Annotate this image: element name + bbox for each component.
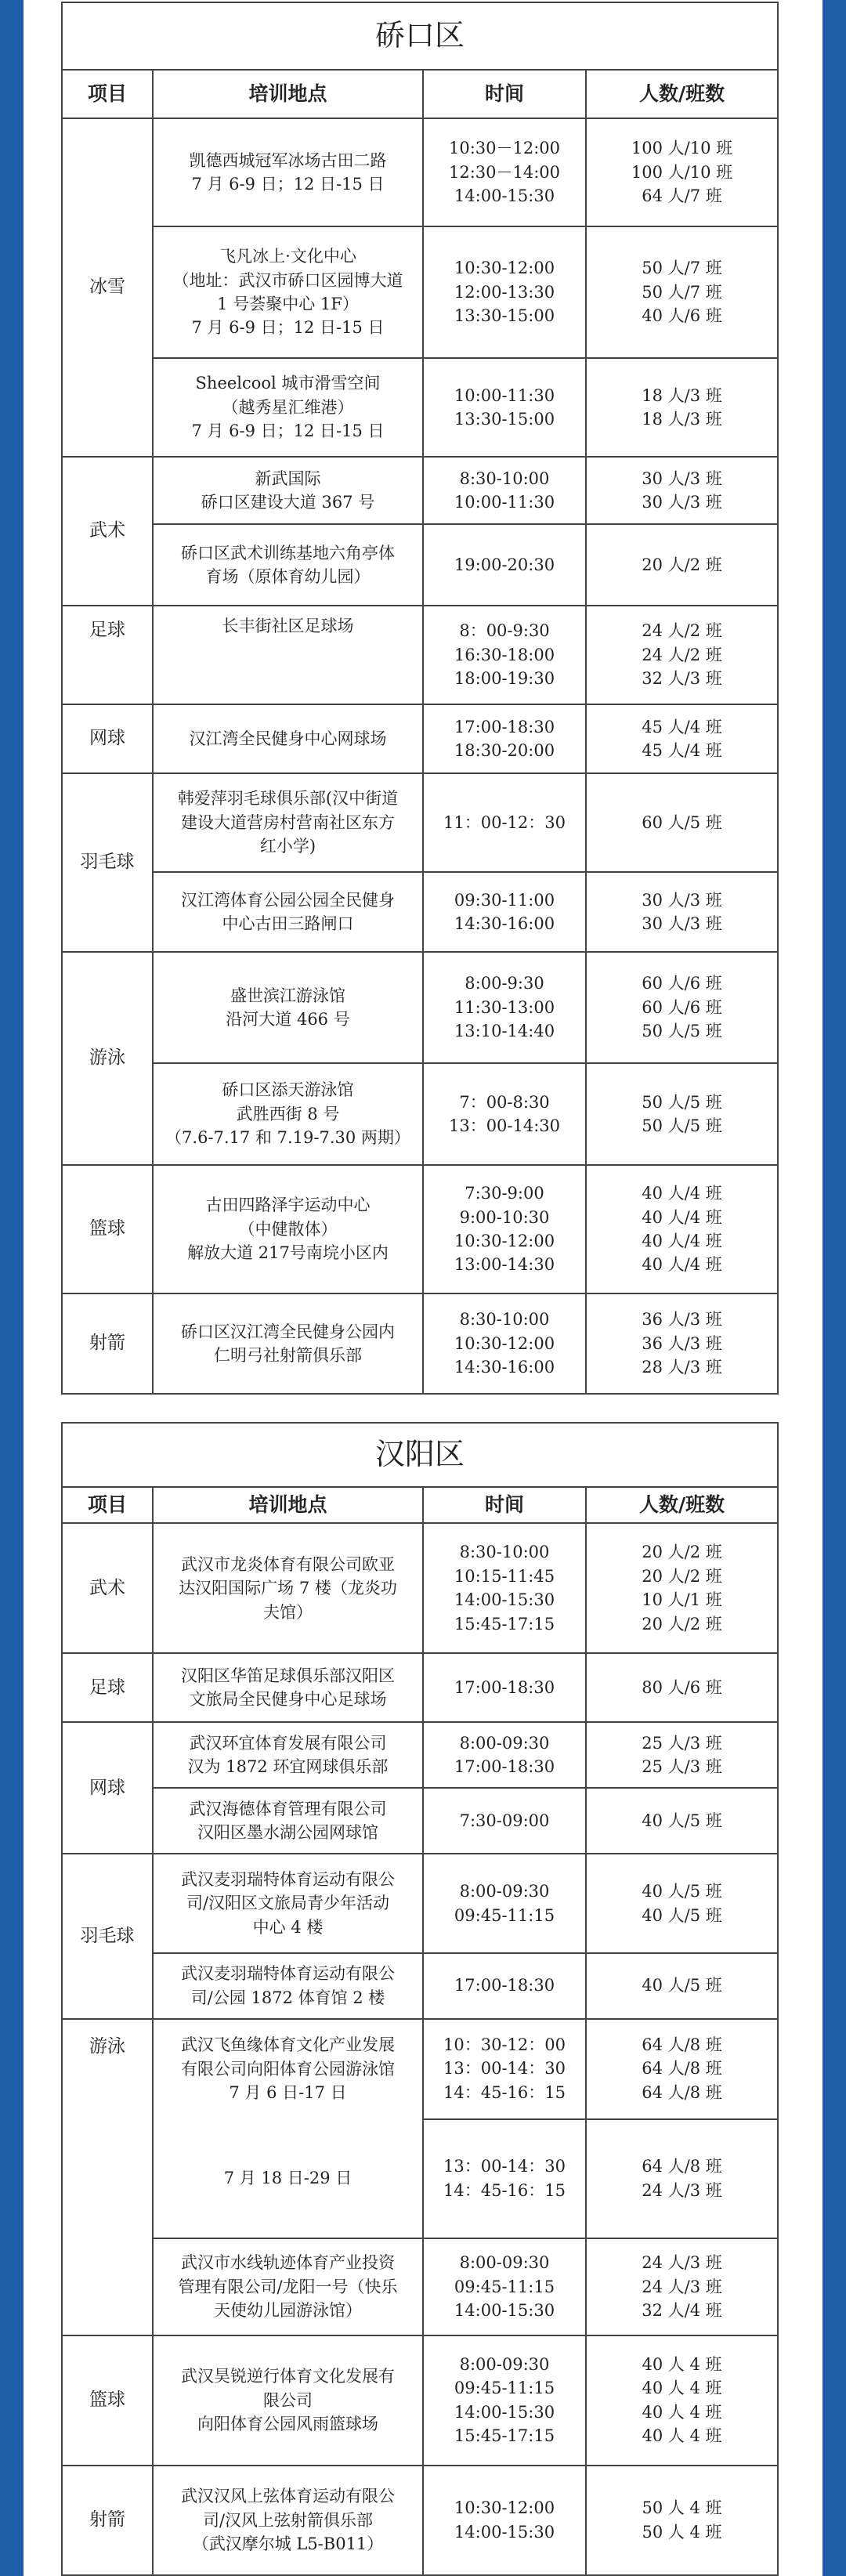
category-cell: 篮球 — [62, 1165, 153, 1293]
count-cell — [586, 118, 778, 226]
count-value: 40 人/5 班 — [642, 1882, 722, 1901]
count-cell — [586, 2335, 778, 2466]
count-value: 32 人/3 班 — [642, 669, 722, 689]
time-cell — [423, 1722, 586, 1788]
table-row — [62, 2238, 778, 2335]
count-cell — [586, 1063, 778, 1165]
place-line: 硚口区建设大道 367 号 — [201, 493, 375, 512]
time-slot: 18:30-20:00 — [454, 741, 555, 760]
place-line: 7 月 6-9 日；12 日-15 日 — [191, 421, 385, 441]
header-count: 人数/班数 — [586, 70, 778, 118]
count-value: 40 人/4 班 — [642, 1232, 722, 1250]
place-line: 武胜西街 8 号 — [236, 1104, 340, 1123]
time-cell — [423, 1788, 586, 1854]
place-cell — [153, 2119, 423, 2238]
count-value: 50 人 4 班 — [642, 2498, 722, 2518]
time-slot: 9:00-10:30 — [459, 1207, 550, 1227]
time-slot: 14:00-15:30 — [454, 186, 555, 206]
table-row — [62, 606, 778, 704]
time-cell — [423, 118, 586, 226]
category-cell: 羽毛球 — [62, 1854, 153, 2018]
time-slot: 13:30-15:00 — [454, 410, 555, 429]
time-cell — [423, 226, 586, 358]
count-value: 45 人/4 班 — [642, 717, 722, 736]
time-slot: 10:30-12:00 — [454, 2498, 555, 2518]
table-row — [62, 457, 778, 524]
count-cell — [586, 606, 778, 704]
count-cell — [586, 1722, 778, 1788]
hanyang-table — [61, 1422, 779, 2576]
header-item: 项目 — [62, 1487, 153, 1523]
place-cell — [153, 358, 423, 457]
count-value: 40 人/4 班 — [642, 1255, 722, 1275]
count-cell — [586, 226, 778, 358]
table-row — [62, 226, 778, 358]
count-value: 50 人/7 班 — [642, 259, 722, 278]
place-line: 7 月 6 日-17 日 — [229, 2083, 347, 2103]
header-time: 时间 — [423, 1487, 586, 1523]
place-line: 达汉阳国际广场 7 楼（龙炎功 — [179, 1579, 397, 1598]
place-cell — [153, 226, 423, 358]
count-value: 30 人/3 班 — [642, 890, 722, 910]
place-cell — [153, 1854, 423, 1952]
count-value: 32 人/4 班 — [642, 2300, 722, 2320]
count-cell — [586, 1653, 778, 1722]
count-value: 50 人/5 班 — [642, 1092, 722, 1112]
place-line: 韩爱萍羽毛球俱乐部(汉中街道 — [177, 789, 399, 809]
time-slot: 8:30-10:00 — [459, 1543, 550, 1562]
count-cell — [586, 457, 778, 524]
time-slot: 13：00-14：30 — [443, 2059, 566, 2079]
count-value: 60 人/6 班 — [642, 997, 722, 1017]
time-slot: 14:00-15:30 — [454, 1590, 555, 1610]
table-row — [62, 872, 778, 952]
place-cell — [153, 524, 423, 606]
count-value: 25 人/3 班 — [642, 1733, 722, 1753]
count-cell — [586, 1523, 778, 1653]
time-cell — [423, 1653, 586, 1722]
count-value: 30 人/3 班 — [642, 493, 722, 512]
place-cell — [153, 1165, 423, 1293]
count-value: 40 人 4 班 — [642, 2426, 722, 2446]
category-cell: 网球 — [62, 704, 153, 773]
count-cell — [586, 1953, 778, 2019]
category-cell: 篮球 — [62, 2335, 153, 2466]
time-cell — [423, 1953, 586, 2019]
count-value: 24 人/2 班 — [642, 621, 722, 641]
time-slot: 19:00-20:30 — [454, 555, 555, 574]
count-value: 10 人/1 班 — [642, 1590, 722, 1610]
place-line: （地址：武汉市硚口区园博大道 — [172, 270, 403, 290]
hanyang-header-row — [62, 1487, 778, 1523]
place-line: 有限公司向阳体育公园游泳馆 — [181, 2059, 395, 2079]
time-slot: 14:00-15:30 — [454, 2300, 555, 2320]
time-slot: 10:30－12:00 — [448, 139, 561, 158]
count-value: 24 人/3 班 — [642, 2180, 722, 2200]
time-slot: 7：00-8:30 — [459, 1092, 550, 1112]
time-slot: 14:00-15:30 — [454, 2402, 555, 2422]
table-row — [62, 2335, 778, 2466]
time-slot: 09:45-11:15 — [454, 2379, 555, 2398]
category-cell: 射箭 — [62, 2466, 153, 2575]
header-item: 项目 — [62, 70, 153, 118]
place-line: 建设大道营房村营南社区东方 — [181, 812, 395, 832]
time-cell — [423, 606, 586, 704]
time-slot: 13:30-15:00 — [454, 306, 555, 326]
count-value: 25 人/3 班 — [642, 1757, 722, 1777]
category-cell: 冰雪 — [62, 118, 153, 457]
time-slot: 7:30-9:00 — [465, 1184, 544, 1203]
place-line: 管理有限公司/龙阳一号（快乐 — [178, 2277, 398, 2296]
place-cell — [153, 2238, 423, 2335]
category-cell: 足球 — [62, 606, 153, 704]
count-value: 50 人/7 班 — [642, 282, 722, 302]
place-line: 硚口区添天游泳馆 — [222, 1080, 354, 1100]
place-cell — [153, 2466, 423, 2575]
place-line: 向阳体育公园风雨篮球场 — [197, 2415, 378, 2433]
time-slot: 09:45-11:15 — [454, 2277, 555, 2296]
count-value: 36 人/3 班 — [642, 1310, 722, 1330]
category-cell: 武术 — [62, 457, 153, 606]
count-value: 28 人/3 班 — [642, 1358, 722, 1377]
count-value: 64 人/8 班 — [642, 2082, 722, 2102]
count-cell — [586, 1854, 778, 1952]
place-line: 武汉飞鱼缘体育文化产业发展 — [181, 2035, 395, 2055]
place-line: 司/汉风上弦射箭俱乐部 — [202, 2510, 374, 2530]
count-value: 40 人/4 班 — [642, 1207, 722, 1227]
count-value: 50 人/5 班 — [642, 1022, 722, 1041]
place-cell — [153, 1722, 423, 1788]
place-cell — [153, 2335, 423, 2466]
qiaokou-header-row — [62, 70, 778, 118]
table-row — [62, 1953, 778, 2019]
time-cell — [423, 2238, 586, 2335]
count-value: 24 人/3 班 — [642, 2277, 722, 2296]
time-slot: 14:30-16:00 — [454, 1358, 555, 1377]
count-value: 30 人/3 班 — [642, 914, 722, 933]
count-value: 40 人 4 班 — [642, 2379, 722, 2398]
count-cell — [586, 1788, 778, 1854]
place-line: 汉为 1872 环宜网球俱乐部 — [187, 1757, 389, 1777]
count-value: 20 人/2 班 — [642, 1566, 722, 1586]
count-value: 40 人/6 班 — [642, 306, 722, 326]
time-slot: 13：00-14:30 — [448, 1116, 561, 1135]
count-cell — [586, 358, 778, 457]
count-cell — [586, 952, 778, 1063]
time-cell — [423, 1854, 586, 1952]
time-slot: 8:30-10:00 — [459, 1310, 550, 1330]
time-slot: 8:00-09:30 — [459, 1882, 550, 1901]
time-slot: 17:00-18:30 — [454, 717, 555, 736]
category-cell: 射箭 — [62, 1293, 153, 1394]
place-cell — [153, 118, 423, 226]
place-cell — [153, 872, 423, 952]
place-line: 汉江湾全民健身中心网球场 — [189, 729, 387, 748]
time-slot: 8:00-09:30 — [459, 1733, 550, 1753]
time-slot: 18:00-19:30 — [454, 669, 555, 689]
count-value: 40 人 4 班 — [642, 2354, 722, 2374]
place-line: （武汉摩尔城 L5-B011） — [192, 2534, 384, 2554]
place-line: 硚口区武术训练基地六角亭体 — [181, 543, 395, 563]
table-row — [62, 773, 778, 872]
table-row — [62, 358, 778, 457]
time-slot: 14：45-16：15 — [443, 2082, 566, 2102]
place-line: 7 月 6-9 日；12 日-15 日 — [191, 318, 385, 338]
count-value: 24 人/2 班 — [642, 645, 722, 664]
time-cell — [423, 1165, 586, 1293]
time-cell — [423, 704, 586, 773]
time-slot: 14:00-15:30 — [454, 2522, 555, 2542]
time-slot: 8:00-09:30 — [459, 2253, 550, 2273]
count-value: 30 人/3 班 — [642, 469, 722, 488]
time-slot: 16:30-18:00 — [454, 645, 555, 664]
place-line: （越秀星汇维港） — [222, 397, 354, 417]
time-slot: 8:00-09:30 — [459, 2354, 550, 2374]
count-value: 20 人/2 班 — [642, 1614, 722, 1634]
place-cell — [153, 1523, 423, 1653]
time-slot: 11：00-12：30 — [443, 812, 566, 832]
time-slot: 09:30-11:00 — [454, 890, 555, 910]
count-cell — [586, 704, 778, 773]
count-value: 64 人/8 班 — [642, 2059, 722, 2079]
header-time: 时间 — [423, 70, 586, 118]
time-slot: 17:00-18:30 — [454, 1757, 555, 1777]
table-row — [62, 704, 778, 773]
place-cell — [153, 1063, 423, 1165]
time-slot: 8:00-9:30 — [465, 974, 544, 993]
place-line: 凯德西城冠军冰场古田二路 — [189, 150, 387, 170]
table-row — [62, 524, 778, 606]
place-line: 解放大道 217号南垸小区内 — [187, 1243, 389, 1263]
place-line: 7 月 6-9 日；12 日-15 日 — [191, 175, 385, 194]
count-value: 64 人/8 班 — [642, 2157, 722, 2176]
count-cell — [586, 872, 778, 952]
header-count: 人数/班数 — [586, 1487, 778, 1523]
count-value: 100 人/10 班 — [631, 162, 733, 182]
place-line: 武汉麦羽瑞特体育运动有限公 — [181, 1869, 395, 1889]
place-line: 武汉海德体育管理有限公司 — [189, 1800, 387, 1819]
count-cell — [586, 2019, 778, 2119]
table-row — [62, 1854, 778, 1952]
category-cell: 游泳 — [62, 952, 153, 1165]
count-value: 60 人/5 班 — [642, 812, 722, 832]
table-row — [62, 118, 778, 226]
place-cell — [153, 1293, 423, 1394]
time-cell — [423, 2335, 586, 2466]
place-cell — [153, 1953, 423, 2019]
time-slot: 12:30－14:00 — [448, 162, 561, 182]
header-place: 培训地点 — [153, 70, 423, 118]
count-cell — [586, 524, 778, 606]
category-cell: 羽毛球 — [62, 773, 153, 952]
place-line: 红小学) — [259, 837, 316, 856]
time-slot: 12:00-13:30 — [454, 282, 555, 302]
table-row — [62, 1293, 778, 1394]
count-value: 18 人/3 班 — [642, 410, 722, 429]
header-place: 培训地点 — [153, 1487, 423, 1523]
place-line: 沿河大道 466 号 — [226, 1010, 350, 1029]
time-slot: 10:15-11:45 — [454, 1566, 555, 1586]
time-slot: 10:30-12:00 — [454, 1333, 555, 1353]
count-cell — [586, 1165, 778, 1293]
time-slot: 10:30-12:00 — [454, 259, 555, 278]
place-cell — [153, 606, 423, 704]
count-value: 60 人/6 班 — [642, 974, 722, 993]
place-line: 天使幼儿园游泳馆） — [214, 2300, 362, 2320]
time-slot: 13:10-14:40 — [454, 1022, 555, 1041]
place-line: 汉阳区墨水湖公园网球馆 — [197, 1823, 378, 1843]
count-value: 64 人/7 班 — [642, 186, 722, 206]
count-value: 36 人/3 班 — [642, 1333, 722, 1353]
count-value: 100 人/10 班 — [631, 139, 733, 158]
place-line: 武汉麦羽瑞特体育运动有限公 — [181, 1964, 395, 1984]
count-value: 20 人/2 班 — [642, 1543, 722, 1562]
category-cell: 游泳 — [62, 2019, 153, 2335]
time-slot: 15:45-17:15 — [454, 1614, 555, 1634]
table-row — [62, 2019, 778, 2119]
time-slot: 13：00-14：30 — [443, 2157, 566, 2176]
table-row — [62, 1653, 778, 1722]
time-slot: 17:00-18:30 — [454, 1678, 555, 1698]
time-cell — [423, 2019, 586, 2119]
place-line: 盛世滨江游泳馆 — [230, 986, 345, 1005]
time-slot: 8：00-9:30 — [459, 621, 550, 641]
time-cell — [423, 1063, 586, 1165]
place-cell — [153, 1788, 423, 1854]
qiaokou-table — [61, 2, 779, 1395]
time-slot: 8:30-10:00 — [459, 469, 550, 488]
qiaokou-title: 硚口区 — [62, 2, 778, 70]
table-row — [62, 1523, 778, 1653]
time-slot: 14：45-16：15 — [443, 2180, 566, 2200]
time-slot: 10:30-12:00 — [454, 1232, 555, 1250]
category-cell: 网球 — [62, 1722, 153, 1854]
place-line: 武汉环宜体育发展有限公司 — [189, 1733, 387, 1753]
table-row — [62, 2119, 778, 2238]
table-row — [62, 1063, 778, 1165]
count-value: 40 人/5 班 — [642, 1976, 722, 1995]
count-value: 45 人/4 班 — [642, 741, 722, 760]
time-cell — [423, 1523, 586, 1653]
table-row — [62, 2466, 778, 2575]
place-line: 育场（原体育幼儿园） — [205, 567, 371, 586]
count-value: 50 人/5 班 — [642, 1116, 722, 1135]
place-line: 中心 4 楼 — [252, 1917, 324, 1937]
time-slot: 10：30-12：00 — [443, 2035, 566, 2054]
count-cell — [586, 1293, 778, 1394]
time-slot: 11:30-13:00 — [454, 997, 555, 1017]
hanyang-title: 汉阳区 — [62, 1423, 778, 1487]
place-cell — [153, 773, 423, 872]
place-line: 7 月 18 日-29 日 — [223, 2168, 352, 2187]
place-line: 古田四路泽宇运动中心 — [205, 1196, 371, 1215]
count-cell — [586, 2238, 778, 2335]
place-cell — [153, 2019, 423, 2119]
time-slot: 15:45-17:15 — [454, 2426, 555, 2446]
place-line: 1 号荟聚中心 1F） — [217, 295, 359, 313]
place-line: 飞凡冰上·文化中心 — [219, 247, 356, 266]
time-slot: 14:30-16:00 — [454, 914, 555, 933]
count-value: 24 人/3 班 — [642, 2253, 722, 2273]
place-line: 中心古田三路闸口 — [222, 914, 354, 933]
time-slot: 17:00-18:30 — [454, 1976, 555, 1995]
place-line: 夫馆） — [263, 1602, 313, 1622]
time-cell — [423, 773, 586, 872]
place-line: 文旅局全民健身中心足球场 — [189, 1690, 387, 1709]
table-row — [62, 1788, 778, 1854]
place-line: 汉江湾体育公园公园全民健身 — [181, 890, 395, 910]
time-cell — [423, 457, 586, 524]
time-cell — [423, 2119, 586, 2238]
place-line: 武汉市龙炎体育有限公司欧亚 — [181, 1554, 395, 1574]
place-line: 长丰街社区足球场 — [222, 617, 354, 635]
time-cell — [423, 358, 586, 457]
place-line: Sheelcool 城市滑雪空间 — [195, 374, 381, 393]
category-cell: 足球 — [62, 1653, 153, 1722]
place-line: 汉阳区华笛足球俱乐部汉阳区 — [181, 1666, 395, 1685]
count-value: 64 人/8 班 — [642, 2035, 722, 2054]
place-line: 武汉昊锐逆行体育文化发展有 — [181, 2367, 395, 2386]
count-value: 40 人/5 班 — [642, 1905, 722, 1925]
count-value: 50 人 4 班 — [642, 2522, 722, 2542]
place-line: 司/公园 1872 体育馆 2 楼 — [190, 1988, 385, 2007]
place-line: 武汉汉风上弦体育运动有限公 — [181, 2487, 395, 2506]
time-slot: 7:30-09:00 — [459, 1811, 550, 1831]
time-slot: 10:00-11:30 — [454, 385, 555, 405]
count-cell — [586, 773, 778, 872]
count-value: 18 人/3 班 — [642, 385, 722, 405]
time-cell — [423, 2466, 586, 2575]
place-line: （中健散体） — [238, 1219, 338, 1239]
time-slot: 10:00-11:30 — [454, 493, 555, 512]
place-line: 限公司 — [263, 2390, 313, 2410]
place-cell — [153, 1653, 423, 1722]
time-cell — [423, 524, 586, 606]
place-cell — [153, 457, 423, 524]
place-line: 仁明弓社射箭俱乐部 — [214, 1346, 362, 1365]
time-slot: 13:00-14:30 — [454, 1255, 555, 1275]
time-slot: 09:45-11:15 — [454, 1905, 555, 1925]
place-line: （7.6-7.17 和 7.19-7.30 两期） — [165, 1128, 410, 1148]
place-line: 司/汉阳区文旅局青少年活动 — [186, 1894, 390, 1913]
place-line: 新武国际 — [255, 469, 321, 488]
category-cell: 武术 — [62, 1523, 153, 1653]
count-cell — [586, 2119, 778, 2238]
table-row — [62, 1165, 778, 1293]
time-cell — [423, 952, 586, 1063]
place-line: 武汉市水线轨迹体育产业投资 — [181, 2253, 395, 2273]
count-value: 20 人/2 班 — [642, 555, 722, 574]
count-cell — [586, 2466, 778, 2575]
time-cell — [423, 1293, 586, 1394]
place-cell — [153, 704, 423, 773]
count-value: 40 人/4 班 — [642, 1184, 722, 1203]
place-cell — [153, 952, 423, 1063]
table-row — [62, 952, 778, 1063]
count-value: 40 人 4 班 — [642, 2402, 722, 2422]
time-cell — [423, 872, 586, 952]
place-line: 硚口区汉江湾全民健身公园内 — [181, 1322, 395, 1341]
count-value: 80 人/6 班 — [642, 1678, 722, 1698]
table-row — [62, 1722, 778, 1788]
count-value: 40 人/5 班 — [642, 1811, 722, 1831]
